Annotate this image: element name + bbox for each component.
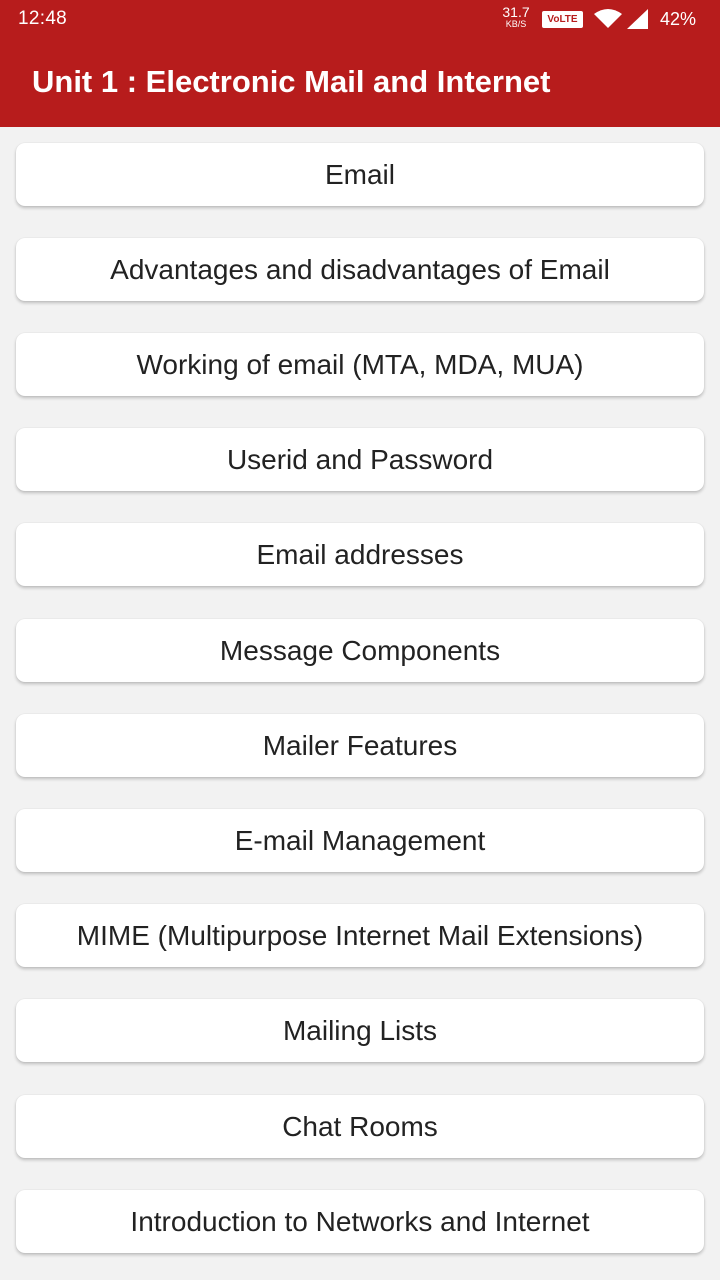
wifi-icon [594,9,622,34]
topic-list [0,127,720,1280]
topic-button-working-of-email[interactable]: Working of email (MTA, MDA, MUA) [16,333,704,396]
topic-button-advantages[interactable]: Advantages and disadvantages of Email [16,238,704,301]
topic-button-email[interactable]: Email [16,143,704,206]
app-bar [0,0,720,127]
network-speed-indicator [500,5,532,29]
topic-button-message-components[interactable]: Message Components [16,619,704,682]
topic-button-chat-rooms[interactable]: Chat Rooms [16,1095,704,1158]
topic-button-mailing-lists[interactable]: Mailing Lists [16,999,704,1062]
signal-icon [627,9,649,34]
battery-percent: 42% [660,9,697,29]
network-speed-value: 31.7 [502,4,530,20]
page-title: Unit 1 : Electronic Mail and Internet [32,64,551,99]
topic-button-networks-internet[interactable]: Introduction to Networks and Internet [16,1190,704,1253]
network-speed-unit: KB/S [505,19,527,29]
topic-button-userid-password[interactable]: Userid and Password [16,428,704,491]
volte-badge: VoLTE [542,11,583,28]
status-time: 12:48 [18,8,68,29]
topic-button-mime[interactable]: MIME (Multipurpose Internet Mail Extensions) [16,904,704,967]
topic-button-mailer-features[interactable]: Mailer Features [16,714,704,777]
topic-button-email-addresses[interactable]: Email addresses [16,523,704,586]
status-bar [0,0,720,38]
topic-button-email-management[interactable]: E-mail Management [16,809,704,872]
